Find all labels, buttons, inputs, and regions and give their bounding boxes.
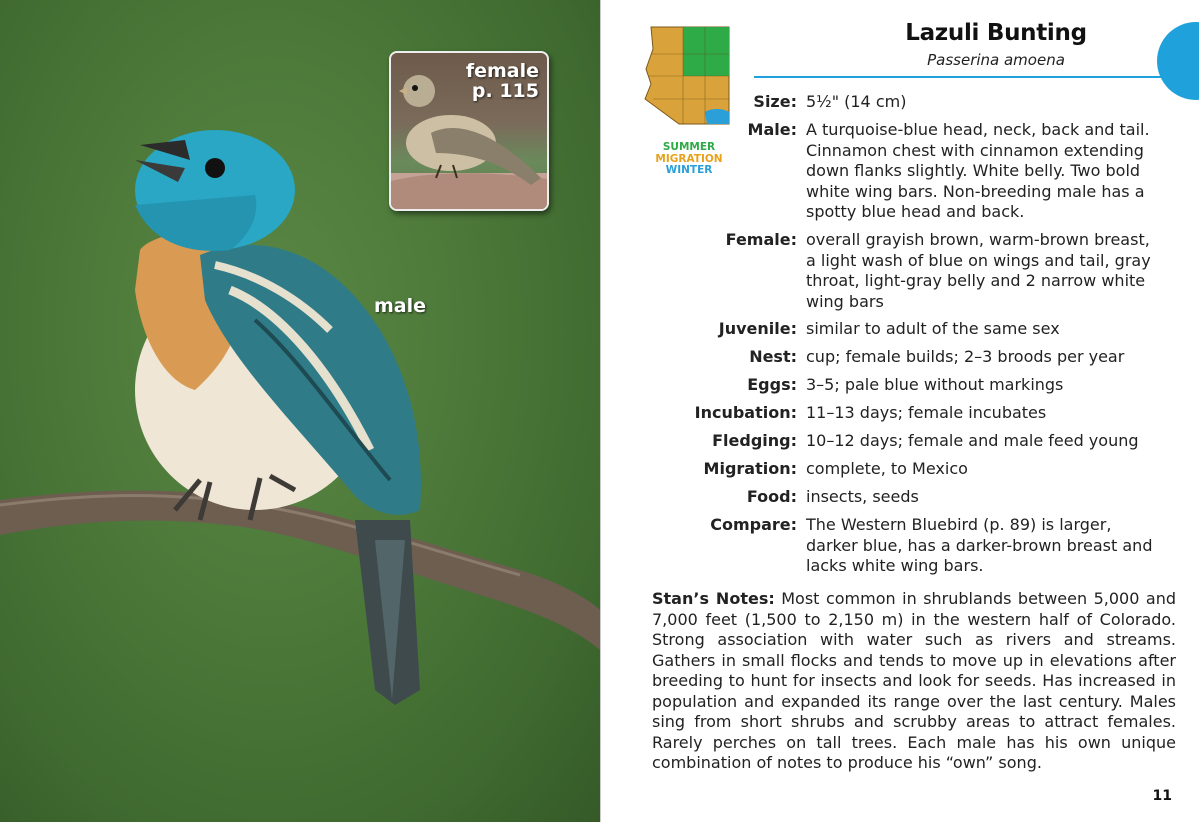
fact-value: A turquoise-blue head, neck, back and tail. Cinnamon chest with cinnamon extending down flanks slightly. White belly. Two bold white wing bars. Non-breeding male has a spotty blue head and back. [806,120,1150,221]
fact-label: Fledging: [712,431,797,450]
fact-value: insects, seeds [806,487,919,506]
fact-value: 11–13 days; female incubates [806,403,1047,422]
fact-label: Food: [746,487,797,506]
title-divider [754,76,1164,78]
fact-value: 3–5; pale blue without markings [806,375,1064,394]
range-legend [639,142,739,177]
fact-value: 10–12 days; female and male feed young [806,431,1139,450]
species-scientific-name: Passerina amoena [927,51,1065,69]
fact-label: Male: [747,120,797,139]
color-tab-marker [1157,22,1199,100]
legend-winter: WINTER [665,164,713,176]
female-inset-label [466,61,539,101]
fact-label: Eggs: [747,375,797,394]
species-text-page [600,0,1199,822]
fact-label: Female: [725,230,797,249]
fact-value: 5½" (14 cm) [806,92,907,111]
male-label: male [374,295,427,317]
fact-label: Size: [753,92,797,111]
fact-label: Migration: [703,459,797,478]
legend-migration: MIGRATION [655,152,723,165]
fact-label: Compare: [710,515,797,534]
fact-label: Juvenile: [718,319,797,338]
fact-value: similar to adult of the same sex [806,319,1060,338]
female-inset-photo[interactable] [389,51,549,211]
fact-label: Nest: [749,347,797,366]
legend-summer: SUMMER [662,141,716,153]
fact-value: The Western Bluebird (p. 89) is larger, darker blue, has a darker-brown breast and lacks white wing bars. [806,515,1153,575]
fact-value: overall grayish brown, warm-brown breast, a light wash of blue on wings and tail, gray throat, light-gray belly and 2 narrow white wing bars [806,230,1151,311]
female-page-ref[interactable]: p. 115 [471,80,539,102]
page-number: 11 [1152,788,1172,804]
fact-value: cup; female builds; 2–3 broods per year [806,347,1125,366]
colorado-range-map [643,24,731,129]
notes-text: Most common in shrublands between 5,000 and 7,000 feet (1,500 to 2,150 m) in the western half of Colorado. Strong association with water such as rivers and streams. Gathers in small flocks and tends to move up in elevations after breeding to hunt for insects and look for seeds. Has increased in population and expanded its range over the last century. Males sing from short shrubs and scrubby areas to attract females. Rarely perches on tall trees. Each male has his own unique combination of notes to produce his “own” song. [652,589,1176,772]
fact-value: complete, to Mexico [806,459,968,478]
fact-label: Incubation: [694,403,797,422]
stans-notes [652,589,1176,774]
female-label: female [465,60,539,82]
notes-label: Stan’s Notes: [652,589,775,608]
species-common-name: Lazuli Bunting [905,20,1087,46]
